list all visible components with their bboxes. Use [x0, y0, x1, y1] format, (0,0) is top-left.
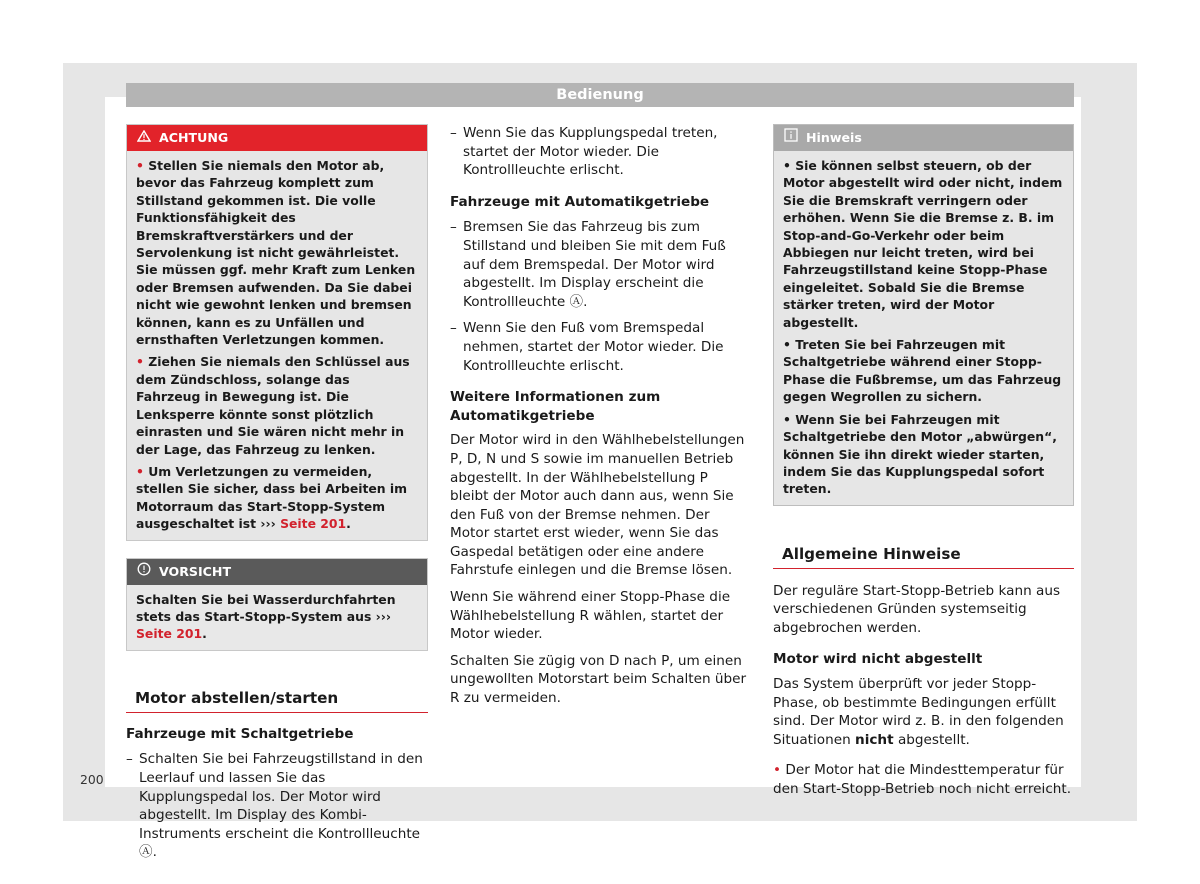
caution-title: VORSICHT [159, 563, 232, 579]
info-icon [784, 125, 798, 151]
note-bullet: • Treten Sie bei Fahrzeugen mit Schaltgetriebe während einer Stopp-Phase die Fußbremse, um das Fahrzeug gegen Wegrollen zu sichern. [783, 337, 1062, 405]
caution-box [126, 558, 428, 651]
note-bullet: • Wenn Sie bei Fahrzeugen mit Schaltgetriebe den Motor „abwürgen“, können Sie ihn direkt wieder starten, indem Sie das Kupplungspedal sofort treten. [783, 411, 1057, 497]
subheading: Fahrzeuge mit Schaltgetriebe [126, 725, 354, 742]
subheading: Fahrzeuge mit Automatikgetriebe [450, 193, 710, 210]
warning-bullet: • Ziehen Sie niemals den Schlüssel aus dem Zündschloss, solange das Fahrzeug in Bewegung ist. Die Lenksperre könnte sonst plötzlich einrasten und Sie wären nicht mehr in der Lage, das Fahrzeug zu lenken. [136, 354, 410, 457]
exclamation-circle-icon [137, 559, 151, 585]
page-number: 200 [80, 772, 104, 787]
warning-bullet: • Um Verletzungen zu vermeiden, stellen Sie sicher, dass bei Arbeiten im Motorraum das Start-Stopp-System ausgeschaltet ist ››› Seite 201. [136, 463, 408, 532]
paragraph: Das System überprüft vor jeder Stopp-Phase, ob bestimmte Bedingungen erfüllt sind. Der Motor wird z. B. in den folgenden Situationen nicht abgestellt. [773, 676, 1064, 748]
paragraph: Der reguläre Start-Stopp-Betrieb kann aus verschiedenen Gründen systemseitig abgebrochen werden. [773, 582, 1061, 636]
warning-triangle-icon [137, 125, 151, 151]
page-reference-link[interactable]: Seite 201 [136, 626, 203, 642]
caution-header [127, 559, 427, 585]
warning-body [127, 151, 427, 540]
note-body [774, 151, 1073, 505]
section-heading-block [773, 545, 1074, 569]
note-bullet: • Sie können selbst steuern, ob der Motor abgestellt wird oder nicht, indem Sie die Bremskraft verringern oder erhöhen. Wenn Sie die Bremse z. B. im Stop-and-Go-Verkehr oder beim Abbiegen nur leicht treten, wird bei Fahrzeugstillstand keine Stopp-Phase eingeleitet. Sobald Sie die Bremse stärker treten, wird der Motor abgestellt. [783, 158, 1063, 330]
section-title: Allgemeine Hinweise [773, 545, 1074, 569]
warning-box [126, 124, 428, 541]
ref-arrow: ››› [260, 516, 276, 532]
warning-header [127, 125, 427, 151]
note-box [773, 124, 1074, 506]
list-item: – Bremsen Sie das Fahrzeug bis zum Stillstand und bleiben Sie mit dem Fuß auf dem Bremspedal. Der Motor wird abgestellt. Im Display erscheint die Kontrollleuchte Ⓐ. [450, 218, 750, 311]
ref-arrow: ››› [375, 608, 391, 624]
section-title: Motor abstellen/starten [126, 689, 428, 713]
column-right [773, 124, 1074, 799]
note-header [774, 125, 1073, 151]
column-left [126, 124, 428, 862]
paragraph: Wenn Sie während einer Stopp-Phase die Wählhebelstellung R wählen, startet der Motor wieder. [450, 589, 731, 643]
warning-bullet: • Stellen Sie niemals den Motor ab, bevor das Fahrzeug komplett zum Stillstand gekommen ist. Die volle Funktionsfähigkeit des Bremskraftverstärkers und der Servolenkung ist nicht gewährleistet. Sie müssen ggf. mehr Kraft zum Lenken oder Bremsen aufwenden. Da Sie dabei nicht wie gewohnt lenken und bremsen können, kann es zu Unfällen und ernsthaften Verletzungen kommen. [136, 158, 416, 348]
list-item: – Schalten Sie bei Fahrzeugstillstand in den Leerlauf und lassen Sie das Kupplungspedal los. Der Motor wird abgestellt. Im Display des Kombi-Instruments erscheint die Kontrollleuchte Ⓐ. [126, 750, 428, 862]
paragraph: Der Motor wird in den Wählhebelstellungen P, D, N und S sowie im manuellen Betrieb abgestellt. In der Wählhebelstellung P bleibt der Motor auch dann aus, wenn Sie den Fuß von der Bremse nehmen. Der Motor startet erst wieder, wenn Sie das Gaspedal betätigen oder eine andere Fahrstufe einlegen und die Bremse lösen. [450, 432, 745, 579]
caution-body: Schalten Sie bei Wasserdurchfahrten stets das Start-Stopp-System aus ››› Seite 201. [127, 585, 427, 650]
warning-title: ACHTUNG [159, 130, 229, 145]
list-item: – Wenn Sie das Kupplungspedal treten, startet der Motor wieder. Die Kontrollleuchte erlischt. [450, 124, 750, 180]
subheading: Motor wird nicht abgestellt [773, 650, 983, 667]
section-heading-block [126, 689, 428, 713]
subheading: Weitere Informationen zum Automatikgetriebe [450, 389, 661, 424]
list-item: – Wenn Sie den Fuß vom Bremspedal nehmen, startet der Motor wieder. Die Kontrollleuchte erlischt. [450, 319, 750, 375]
bullet-item: • Der Motor hat die Mindesttemperatur für den Start-Stopp-Betrieb noch nicht erreicht. [773, 762, 1072, 798]
page-reference-link[interactable]: Seite 201 [280, 516, 347, 532]
column-middle [450, 124, 750, 708]
page-header: Bedienung [126, 83, 1074, 107]
note-title: Hinweis [806, 130, 862, 145]
paragraph: Schalten Sie zügig von D nach P, um einen ungewollten Motorstart beim Schalten über R zu vermeiden. [450, 652, 747, 707]
